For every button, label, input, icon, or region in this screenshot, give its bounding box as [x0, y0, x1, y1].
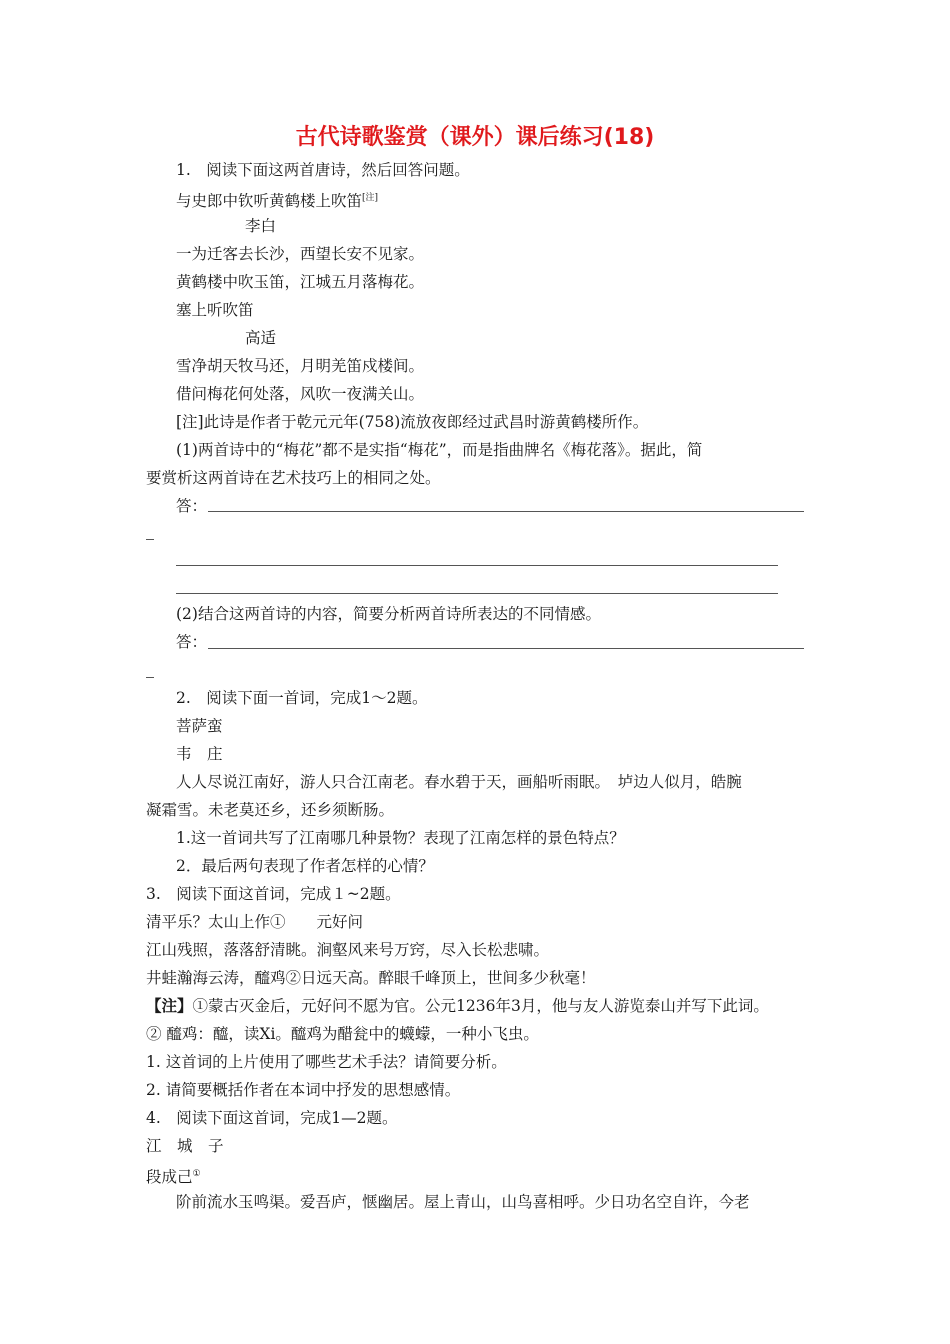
q2-title: 菩萨蛮: [176, 717, 223, 735]
q3-note-line1: [146, 996, 769, 1016]
poem1-line1: 一为迁客去长沙，西望长安不见家。: [176, 245, 425, 263]
q3-title-line: 清平乐？太山上作① 元好问: [146, 913, 364, 931]
q3-note-line2: ② 醯鸡：醯，读Xi。醯鸡为醋瓮中的蠛蠓，一种小飞虫。: [146, 1025, 539, 1043]
q1-note: [注]此诗是作者于乾元元年(758)流放夜郎经过武昌时游黄鹤楼所作。: [176, 413, 649, 431]
q2-text-line1: 人人尽说江南好，游人只合江南老。春水碧于天，画船听雨眠。 垆边人似月，皓腕: [176, 773, 742, 791]
q4-text-line1: 阶前流水玉鸣渠。爱吾庐，惬幽居。屋上青山，山鸟喜相呼。少日功名空自许，今老: [176, 1193, 750, 1211]
answer-line-tail: [146, 539, 154, 540]
q4-author: 段成己: [146, 1168, 193, 1187]
poem1-title: 与史郎中钦听黄鹤楼上吹笛: [176, 192, 363, 211]
q4-author-mark: ①: [192, 1169, 201, 1179]
q2-author: 韦 庄: [176, 745, 223, 763]
poem1-author: 李白: [245, 217, 277, 235]
answer-line: [208, 511, 804, 512]
q1-sub2: (2)结合这两首诗的内容，简要分析两首诗所表达的不同情感。: [176, 605, 601, 623]
q2-item2: 2．最后两句表现了作者怎样的心情？: [176, 857, 434, 875]
answer-label-1: 答：: [176, 497, 208, 515]
answer-line: [176, 565, 778, 566]
q4-title: 江 城 子: [146, 1137, 224, 1155]
q3-item1: 1. 这首词的上片使用了哪些艺术手法？请简要分析。: [146, 1053, 507, 1071]
poem2-title: 塞上听吹笛: [176, 301, 254, 319]
q2-text-line2: 凝霜雪。未老莫还乡，还乡须断肠。: [146, 801, 395, 819]
answer-line-tail: [146, 677, 154, 678]
q3-line1: 江山残照，落落舒清眺。涧壑风来号万窍，尽入长松悲啸。: [146, 941, 550, 959]
q3-item2: 2. 请简要概括作者在本词中抒发的思想感情。: [146, 1081, 461, 1099]
poem2-author: 高适: [245, 329, 277, 347]
q2-item1: 1.这一首词共写了江南哪几种景物？表现了江南怎样的景色特点？: [176, 829, 625, 847]
poem1-title-line: [176, 188, 378, 211]
poem2-line1: 雪净胡天牧马还，月明羌笛戍楼间。: [176, 357, 425, 375]
q3-line2: 井蛙瀚海云涛，醯鸡②日远天高。醉眼千峰顶上，世间多少秋毫！: [146, 969, 596, 987]
page-title: 古代诗歌鉴赏（课外）课后练习(18): [295, 125, 655, 150]
q3-note-label: 【注】: [146, 996, 193, 1015]
q4-intro: 4. 阅读下面这首词，完成1—2题。: [146, 1109, 398, 1127]
answer-label-2: 答：: [176, 633, 208, 651]
q1-intro: 1. 阅读下面这两首唐诗，然后回答问题。: [176, 161, 470, 179]
q4-author-line: [146, 1164, 201, 1187]
answer-line: [176, 593, 778, 594]
q3-intro: 3. 阅读下面这首词，完成１~2题。: [146, 885, 401, 903]
poem2-line2: 借问梅花何处落，风吹一夜满关山。: [176, 385, 425, 403]
q3-note-text: ①蒙古灭金后，元好问不愿为官。公元1236年3月，他与友人游览泰山并写下此词。: [192, 997, 769, 1015]
poem1-note-mark: [注]: [362, 193, 379, 203]
q1-sub1-line2: 要赏析这两首诗在艺术技巧上的相同之处。: [146, 469, 441, 487]
answer-line: [208, 648, 804, 649]
poem1-line2: 黄鹤楼中吹玉笛，江城五月落梅花。: [176, 273, 425, 291]
q2-intro: 2. 阅读下面一首词，完成1～2题。: [176, 689, 428, 707]
q1-sub1-line1: (1)两首诗中的“梅花”都不是实指“梅花”，而是指曲牌名《梅花落》。据此，简: [176, 441, 703, 459]
